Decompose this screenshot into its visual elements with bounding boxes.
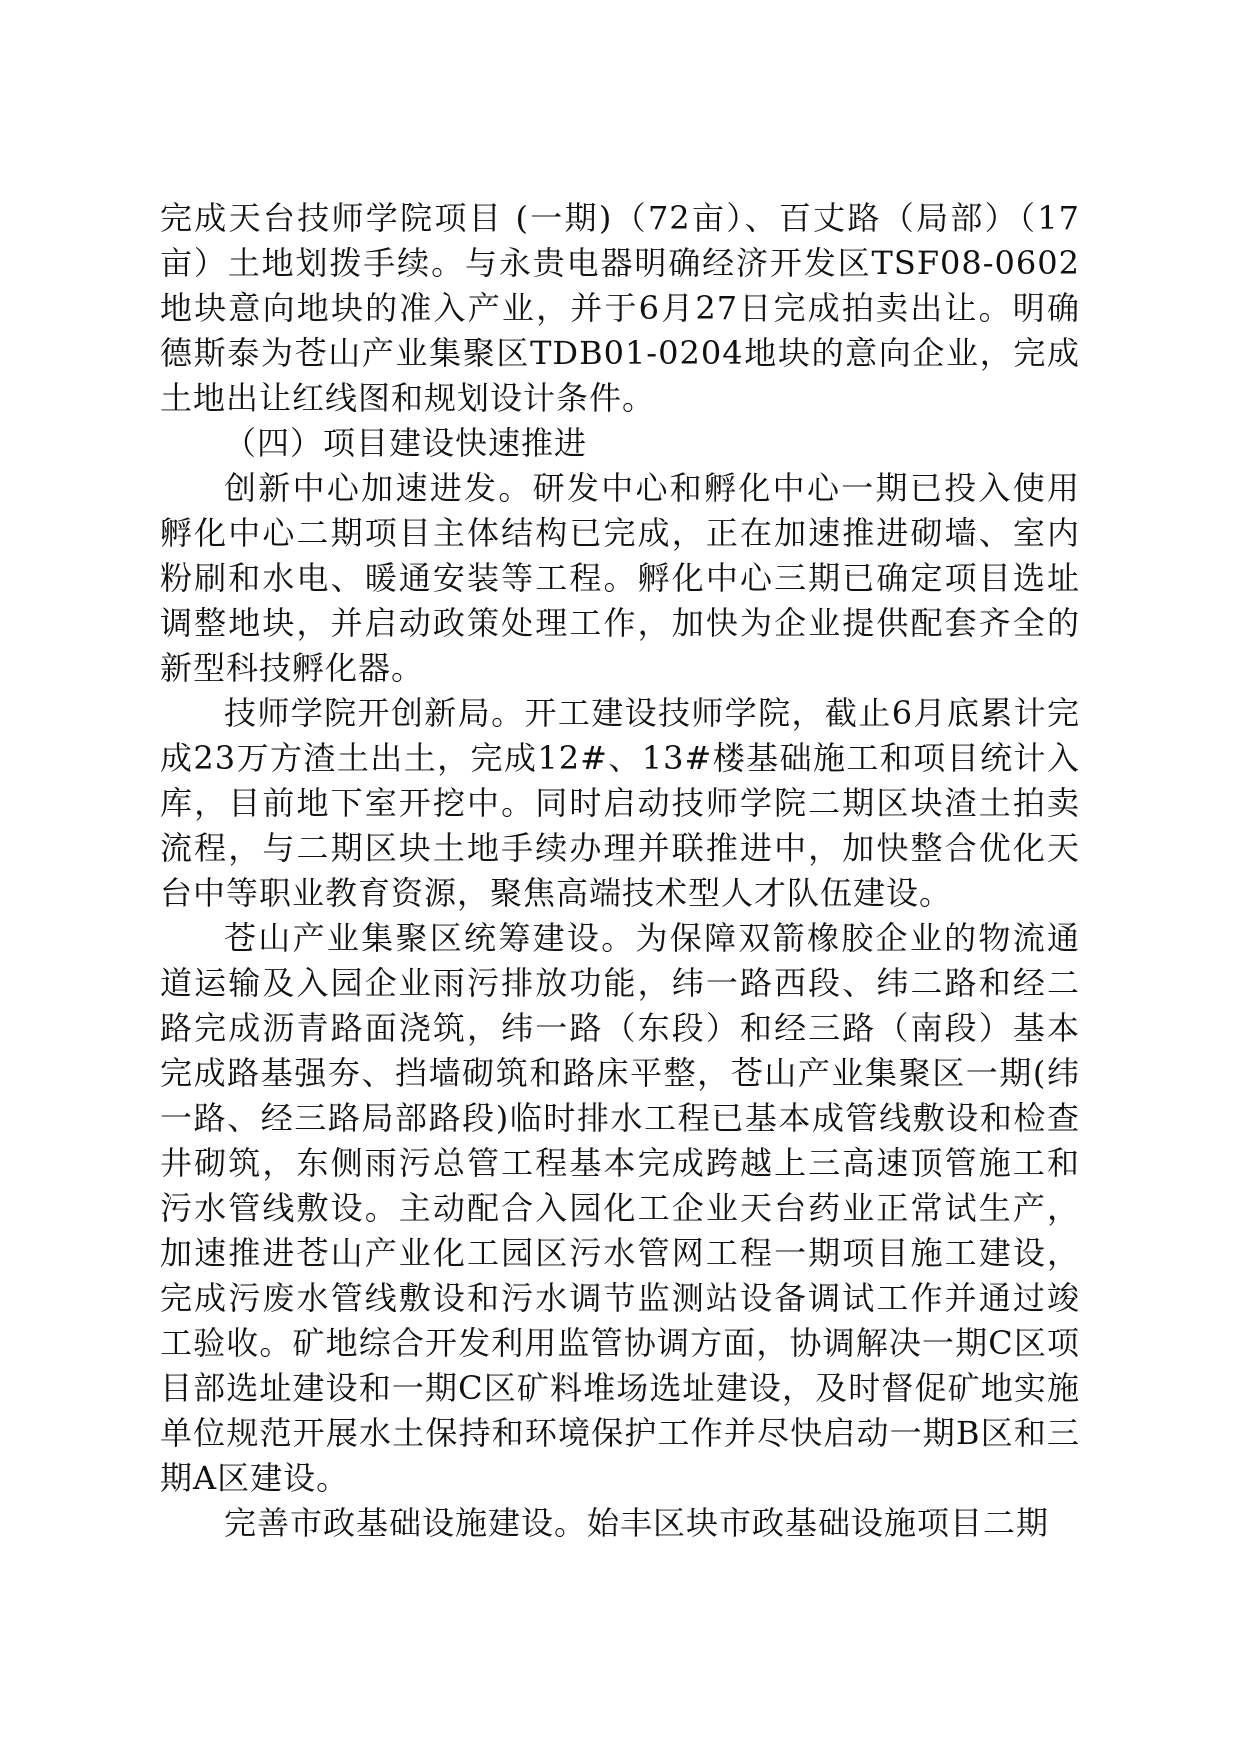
paragraph-innovation-center: 创新中心加速进发。研发中心和孵化中心一期已投入使用孵化中心二期项目主体结构已完成，正在加速推进砌墙、室内粉刷和水电、暖通安装等工程。孵化中心三期已确定项目选址调整地块，并启动政策处理工作，加快为企业提供配套齐全的新型科技孵化器。 [160,469,1080,687]
paragraph-municipal-infrastructure: 完善市政基础设施建设。始丰区块市政基础设施项目二期 [224,1504,1050,1542]
section-heading: （四）项目建设快速推进 [224,424,588,462]
paragraph-land-procedures: 完成天台技师学院项目 (一期)（72亩）、百丈路（局部）（17亩）土地划拨手续。与永贵电器明确经济开发区TSF08-0602地块意向地块的准入产业，并于6月27日完成拍卖出让。明确德斯泰为苍山产业集聚区TDB01-0204地块的意向企业，完成土地出让红线图和规划设计条件。 [160,199,1080,417]
document-page [160,196,1080,1546]
paragraph-cangshan-cluster: 苍山产业集聚区统筹建设。为保障双箭橡胶企业的物流通道运输及入园企业雨污排放功能，纬一路西段、纬二路和经二路完成沥青路面浇筑，纬一路（东段）和经三路（南段）基本完成路基强夯、挡墙砌筑和路床平整，苍山产业集聚区一期(纬一路、经三路局部路段)临时排水工程已基本成管线敷设和检查井砌筑，东侧雨污总管工程基本完成跨越上三高速顶管施工和污水管线敷设。主动配合入园化工企业天台药业正常试生产，加速推进苍山产业化工园区污水管网工程一期项目施工建设，完成污废水管线敷设和污水调节监测站设备调试工作并通过竣工验收。矿地综合开发利用监管协调方面，协调解决一期C区项目部选址建设和一期C区矿料堆场选址建设，及时督促矿地实施单位规范开展水土保持和环境保护工作并尽快启动一期B区和三期A区建设。 [160,919,1080,1497]
paragraph-technician-college: 技师学院开创新局。开工建设技师学院，截止6月底累计完成23万方渣土出土，完成12#、13#楼基础施工和项目统计入库，目前地下室开挖中。同时启动技师学院二期区块渣土拍卖流程，与二期区块土地手续办理并联推进中，加快整合优化天台中等职业教育资源，聚焦高端技术型人才队伍建设。 [160,694,1080,912]
